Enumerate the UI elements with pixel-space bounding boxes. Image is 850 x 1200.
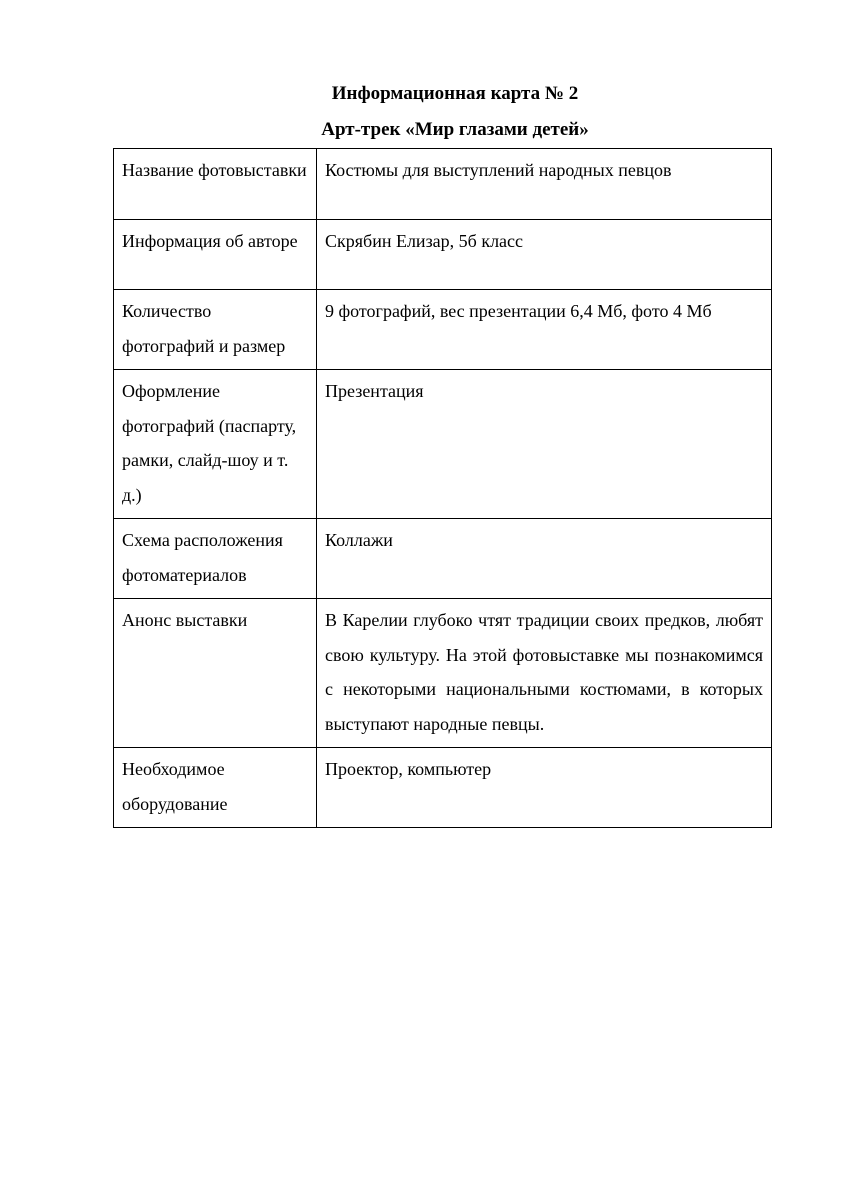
page-title: Информационная карта № 2 — [331, 83, 579, 104]
row-value: Коллажи — [317, 519, 772, 599]
table-row-photo-count — [114, 290, 772, 370]
row-value: В Карелии глубоко чтят традиции своих предков, любят свою культуру. На этой фотовыставке мы познакомимся с некоторыми национальными костюмами, в которых выступают народные певцы. — [317, 599, 772, 748]
table-row-author-info — [114, 220, 772, 290]
row-label: Схема расположения фотоматериалов — [114, 519, 317, 599]
table-row-announcement — [114, 599, 772, 748]
row-value: Презентация — [317, 370, 772, 519]
table-row-equipment — [114, 748, 772, 828]
info-card-table — [113, 148, 772, 828]
row-value: Проектор, компьютер — [317, 748, 772, 828]
row-label: Количество фотографий и размер — [114, 290, 317, 370]
table-row-layout-scheme — [114, 519, 772, 599]
row-value: 9 фотографий, вес презентации 6,4 Мб, фото 4 Мб — [317, 290, 772, 370]
table-row-exhibition-name — [114, 149, 772, 220]
row-label: Информация об авторе — [114, 220, 317, 290]
row-label: Необходимое оборудование — [114, 748, 317, 828]
row-value: Костюмы для выступлений народных певцов — [317, 149, 772, 220]
row-label: Название фотовыставки — [114, 149, 317, 220]
table-row-photo-design — [114, 370, 772, 519]
row-label: Оформление фотографий (паспарту, рамки, слайд-шоу и т. д.) — [114, 370, 317, 519]
page-subtitle: Арт-трек «Мир глазами детей» — [321, 119, 589, 140]
row-label: Анонс выставки — [114, 599, 317, 748]
row-value: Скрябин Елизар, 5б класс — [317, 220, 772, 290]
